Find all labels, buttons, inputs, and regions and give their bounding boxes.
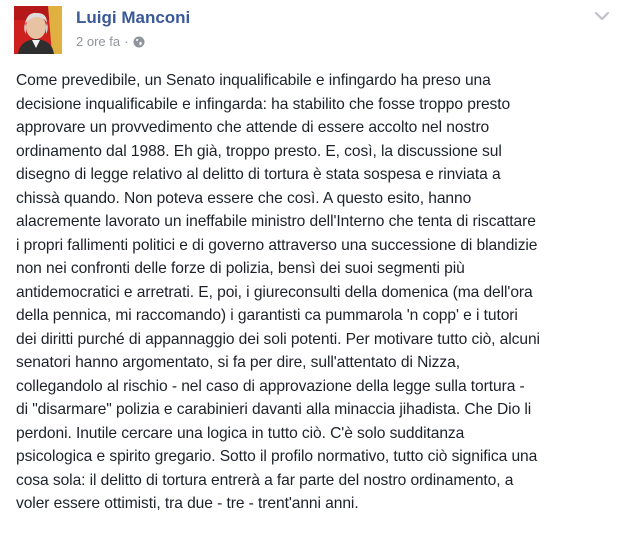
- post-text-line: voler essere ottimisti, tra due - tre - trent'anni anni.: [16, 495, 359, 512]
- avatar[interactable]: [14, 6, 62, 54]
- avatar-photo: [14, 6, 62, 54]
- post-timestamp[interactable]: 2 ore fa: [76, 34, 121, 49]
- post-text-line: senatori hanno argomentato, si fa per dire, sull'attentato di Nizza,: [16, 354, 460, 371]
- post-text-line: dei diritti purché di appannaggio dei soli potenti. Per motivare tutto ciò, alcuni: [16, 330, 540, 348]
- author-name-link[interactable]: Luigi Manconi: [76, 8, 191, 27]
- post-text-line: disegno di legge relativo al delitto di tortura è stata sospesa e rinviata a: [16, 166, 501, 183]
- meta-separator: ·: [124, 34, 129, 49]
- post-text-line: i propri fallimenti politici e di governo attraverso una successione di blandizie: [16, 236, 538, 254]
- post-text-line: decisione inqualificabile e infingarda: ha stabilito che fosse troppo presto: [16, 95, 511, 113]
- globe-icon[interactable]: [133, 36, 145, 48]
- post-text-line: cosa sola: il delitto di tortura entrerà a far parte del nostro ordinamento, a: [16, 471, 514, 489]
- post-text-line: approvare un provvedimento che attende di essere accolto nel nostro: [16, 119, 490, 136]
- post-text-line: ordinamento dal 1988. Eh già, troppo presto. E, così, la discussione sul: [16, 142, 502, 160]
- post-text-line: non nei confronti delle forze di polizia, bensì dei suoi segmenti più: [16, 260, 465, 277]
- post-text-line: alacremente lavorato un ineffabile ministro dell'Interno che tenta di riscattare: [16, 213, 536, 230]
- post-text-line: di "disarmare" polizia e carabinieri davanti alla minaccia jihadista. Che Dio li: [16, 401, 532, 418]
- post-text-line: collegandolo al rischio - nel caso di approvazione della legge sulla tortura -: [16, 377, 525, 395]
- post-text-line: chissà quando. Non poteva essere che così. A questo esito, hanno: [16, 189, 472, 207]
- post-text-line: della pennica, mi raccomando) i garantisti ca pummarola 'n copp' e i tutori: [16, 307, 518, 324]
- post-text-line: perdoni. Inutile cercare una logica in tutto ciò. C'è solo sudditanza: [16, 424, 465, 442]
- post-meta: [76, 34, 145, 49]
- post-text-line: antidemocratici e arretrati. E, poi, i giureconsulti della domenica (ma dell'ora: [16, 283, 533, 301]
- post-text: [16, 69, 614, 516]
- post-text-line: Come prevedibile, un Senato inqualificabile e infingardo ha preso una: [16, 72, 491, 89]
- post-text-line: psicologica e spirito gregario. Sotto il profilo normativo, tutto ciò significa una: [16, 448, 538, 465]
- chevron-down-icon[interactable]: [594, 10, 610, 22]
